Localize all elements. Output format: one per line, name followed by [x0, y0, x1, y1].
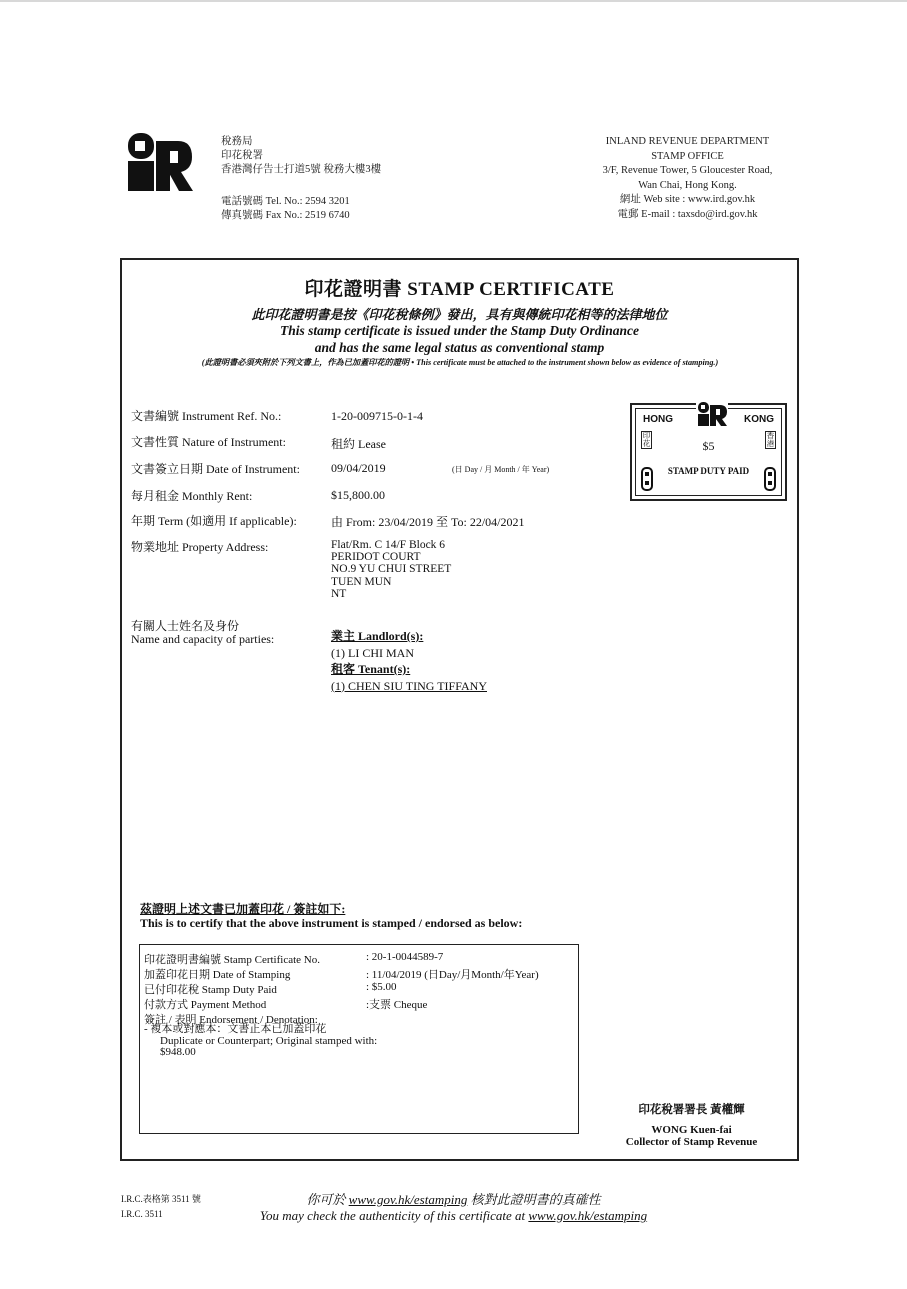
payment-method-value: :支票 Cheque: [366, 999, 428, 1011]
header-website[interactable]: 網址 Web site : www.ird.gov.hk: [619, 194, 756, 205]
attachment-note: (此證明書必須夾附於下列文書上，作為已加蓋印花的證明 • This certificate must be attached to the instrument shown below as evidence of stamping.): [201, 358, 719, 367]
stamp-side-right: 香港: [766, 431, 775, 448]
stamp-ornament-left: [641, 467, 653, 491]
field-value-rent: $15,800.00: [331, 488, 385, 502]
address-line: TUEN MUN: [331, 575, 392, 588]
subtitle-chinese: 此印花證明書是按《印花稅條例》發出，具有與傳統印花相等的法律地位: [251, 307, 668, 322]
stamp-duty-paid-stamp: [630, 403, 787, 501]
header-email[interactable]: 電郵 E-mail : taxsdo@ird.gov.hk: [617, 208, 758, 220]
footer-zh-link[interactable]: www.gov.hk/estamping: [348, 1192, 468, 1207]
duty-paid-label: 已付印花稅 Stamp Duty Paid: [144, 984, 277, 996]
certificate-title: 印花證明書 STAMP CERTIFICATE: [304, 279, 615, 300]
parties-label: [131, 620, 274, 645]
stamp-ornament-right: [764, 467, 776, 491]
field-label-nature: 文書性質 Nature of Instrument:: [131, 435, 286, 449]
field-label-address: 物業地址 Property Address:: [131, 540, 269, 554]
collector-signature-block: [600, 1104, 783, 1149]
collector-name-en: WONG Kuen-fai: [651, 1123, 732, 1136]
date-format-hint: (日 Day / 月 Month / 年 Year): [452, 465, 550, 474]
address-line: PERIDOT COURT: [331, 551, 421, 564]
endorsement-label: 簽註 / 表明 Endorsement / Denotation:: [144, 1014, 318, 1026]
footer-verify-en: [0, 1208, 907, 1224]
stamp-cert-no-label: 印花證明書編號 Stamp Certificate No.: [144, 954, 320, 966]
certify-statement-en: This is to certify that the above instrument is stamped / endorsed as below:: [140, 916, 523, 930]
field-label-rent: 每月租金 Monthly Rent:: [131, 489, 253, 503]
stamping-date-label: 加蓋印花日期 Date of Stamping: [144, 969, 291, 981]
ird-logo: [126, 131, 194, 193]
endorsement-line: - 複本或對應本：文書正本已加蓋印花: [144, 1023, 327, 1035]
header-right-line: STAMP OFFICE: [651, 150, 724, 162]
parties-list: [331, 628, 487, 694]
header-left-line: 香港灣仔告士打道5號 稅務大樓3樓: [221, 164, 382, 175]
footer-verify-zh: [0, 1189, 907, 1208]
stamp-hong: HONG: [643, 414, 673, 425]
collector-title: Collector of Stamp Revenue: [625, 1136, 758, 1148]
tenant-heading: 租客 Tenant(s):: [331, 662, 411, 676]
property-address: [331, 539, 451, 600]
address-line: NT: [331, 587, 347, 600]
subtitle-english-line2: and has the same legal status as conventional stamp: [314, 340, 605, 355]
tenant-name: (1) CHEN SIU TING TIFFANY: [331, 678, 487, 693]
subtitle-english-line1: This stamp certificate is issued under the Stamp Duty Ordinance: [280, 323, 639, 338]
header-right-line: 3/F, Revenue Tower, 5 Gloucester Road,: [602, 165, 773, 176]
top-edge-line: [0, 0, 907, 2]
field-label-term: 年期 Term (如適用 If applicable):: [131, 514, 297, 528]
stamp-amount: $5: [702, 439, 715, 453]
footer-en-link[interactable]: www.gov.hk/estamping: [528, 1208, 648, 1223]
parties-label-zh: 有關人士姓名及身份: [131, 619, 240, 633]
field-label-date: 文書簽立日期 Date of Instrument:: [131, 462, 300, 476]
parties-label-en: Name and capacity of parties:: [131, 631, 275, 646]
stamp-side-left: 印花: [642, 431, 651, 448]
footer-en-pre: You may check the authenticity of this certificate at: [259, 1208, 526, 1223]
landlord-name: (1) LI CHI MAN: [331, 645, 414, 660]
header-fax: 傳真號碼 Fax No.: 2519 6740: [221, 210, 350, 221]
stamp-cert-no-value: : 20-1-0044589-7: [366, 951, 444, 963]
collector-name-zh: 印花稅署署長 黃權輝: [638, 1104, 745, 1116]
header-right-line: Wan Chai, Hong Kong.: [638, 179, 737, 191]
header-office-address: [221, 135, 381, 223]
endorsement-amount: $948.00: [160, 1046, 196, 1058]
header-tel: 電話號碼 Tel. No.: 2594 3201: [221, 196, 350, 207]
header-left-line: 稅務局: [221, 136, 253, 147]
certify-statement-zh: 茲證明上述文書已加蓋印花 / 簽註如下:: [140, 902, 346, 916]
footer-zh-post: 核對此證明書的真確性: [470, 1192, 601, 1207]
address-line: NO.9 YU CHUI STREET: [331, 563, 452, 576]
landlord-heading: 業主 Landlord(s):: [331, 629, 424, 643]
stamp-ird-logo: [696, 401, 728, 427]
form-number-zh: I.R.C.表格第 3511 號: [121, 1194, 201, 1204]
endorsement-line: Duplicate or Counterpart; Original stamped with:: [160, 1034, 378, 1047]
header-department: [580, 135, 795, 222]
form-number-en: I.R.C. 3511: [121, 1209, 163, 1219]
footer-zh-pre: 你可於: [306, 1192, 346, 1207]
stamping-date-value: : 11/04/2019 (日Day/月Month/年Year): [366, 969, 539, 981]
field-label-ref-no: 文書編號 Instrument Ref. No.:: [131, 409, 282, 423]
field-value-term: 由 From: 23/04/2019 至 To: 22/04/2021: [331, 515, 525, 529]
duty-paid-value: : $5.00: [366, 981, 397, 993]
field-value-date: 09/04/2019: [331, 461, 386, 475]
field-value-ref-no: 1-20-009715-0-1-4: [331, 409, 423, 423]
stamp-paid-label: STAMP DUTY PAID: [667, 466, 750, 476]
stamp-kong: KONG: [744, 414, 774, 425]
header-left-line: 印花稅署: [221, 150, 263, 161]
address-line: Flat/Rm. C 14/F Block 6: [331, 539, 446, 551]
payment-method-label: 付款方式 Payment Method: [144, 999, 267, 1011]
endorsement-text: [144, 1024, 377, 1059]
header-right-line: INLAND REVENUE DEPARTMENT: [605, 136, 770, 147]
field-value-nature: 租約 Lease: [331, 437, 386, 451]
